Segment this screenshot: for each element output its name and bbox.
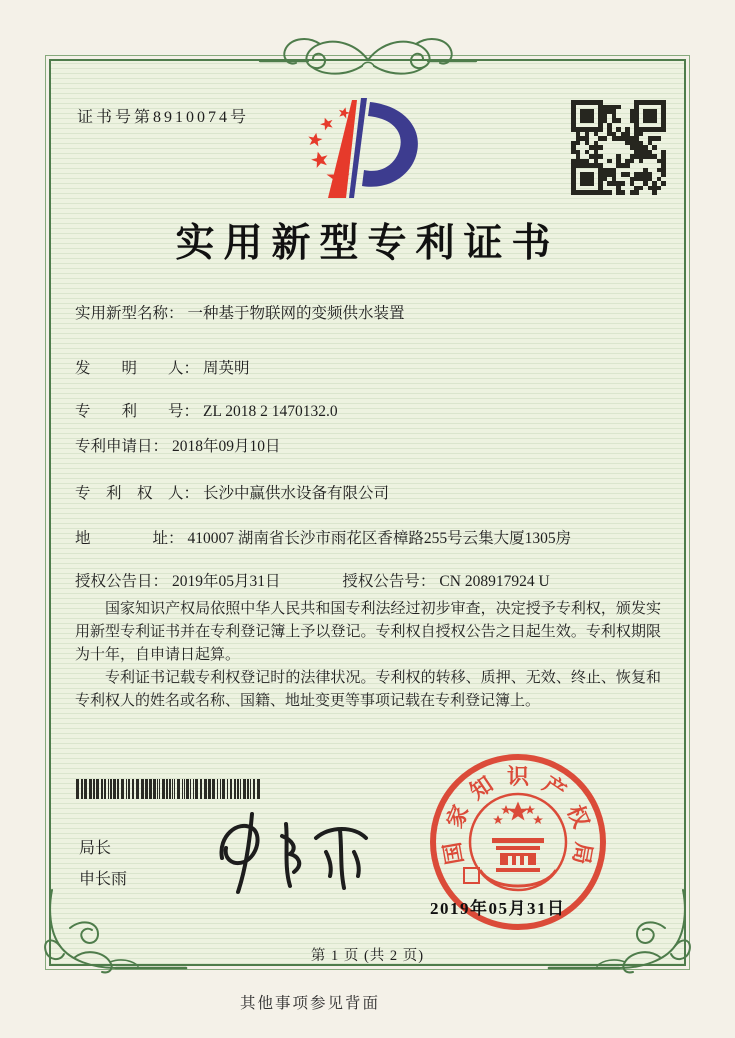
- field-label: 地 址：: [75, 530, 184, 547]
- footer-note: 其他事项参见背面: [239, 995, 380, 1012]
- svg-text:家: 家: [441, 801, 474, 832]
- field-row-grant-date: [75, 569, 675, 591]
- grant-no-value: CN 208917924 U: [439, 573, 550, 590]
- legal-paragraph-2: 专利证书记载专利权登记时的法律状况。专利权的转移、质押、无效、终止、恢复和专利权人的姓名或名称、国籍、地址变更等事项记载在专利登记簿上。: [75, 670, 661, 709]
- field-row-filing-date: [75, 434, 675, 456]
- field-row-name: [75, 301, 675, 323]
- field-value: ZL 2018 2 1470132.0: [203, 403, 338, 420]
- qr-code: [571, 100, 666, 195]
- field-value: 一种基于物联网的变频供水装置: [187, 305, 405, 322]
- field-value: 2018年09月10日: [172, 438, 281, 455]
- director-signature: [198, 806, 388, 901]
- field-label: 实用新型名称：: [75, 305, 184, 322]
- svg-text:权: 权: [562, 801, 595, 832]
- field-row-inventor: [75, 356, 675, 378]
- field-row-patent-no: [75, 399, 675, 421]
- barcode: [76, 779, 262, 799]
- field-row-address: [75, 526, 675, 548]
- field-value: 长沙中赢供水设备有限公司: [203, 485, 390, 502]
- field-label: 专 利 权 人：: [75, 485, 200, 502]
- field-value: 周英明: [203, 360, 250, 377]
- svg-text:国: 国: [439, 840, 468, 867]
- certificate-title: 实用新型专利证书: [175, 222, 560, 265]
- grant-no-label: 授权公告号：: [342, 573, 436, 590]
- field-label: 发 明 人：: [75, 360, 200, 377]
- seal-date: 2019年05月31日: [430, 899, 566, 918]
- cnipa-logo: [286, 94, 436, 206]
- page-indicator: 第 1 页 (共 2 页): [310, 948, 425, 964]
- field-value: 410007 湖南省长沙市雨花区香樟路255号云集大厦1305房: [187, 530, 572, 547]
- svg-text:产: 产: [538, 771, 571, 805]
- field-label: 专利申请日：: [75, 438, 169, 455]
- field-label: 专 利 号：: [75, 403, 200, 420]
- svg-text:识: 识: [506, 764, 530, 789]
- director-name: 申长雨: [79, 871, 128, 888]
- certificate-number: 证书号第8910074号: [77, 109, 250, 126]
- svg-text:知: 知: [465, 771, 498, 805]
- field-row-patentee: [75, 481, 675, 503]
- legal-paragraph-1: 国家知识产权局依照中华人民共和国专利法经过初步审查，决定授予专利权，颁发实用新型专利证书并在专利登记簿上予以登记。专利权自授权公告之日起生效。专利权期限为十年，自申请日起算。: [75, 601, 661, 663]
- field-label: 授权公告日：: [75, 573, 169, 590]
- svg-text:局: 局: [568, 840, 597, 867]
- director-block: [79, 833, 127, 895]
- legal-text: [75, 598, 661, 713]
- field-value: 2019年05月31日: [172, 573, 281, 590]
- director-title: 局长: [79, 840, 112, 857]
